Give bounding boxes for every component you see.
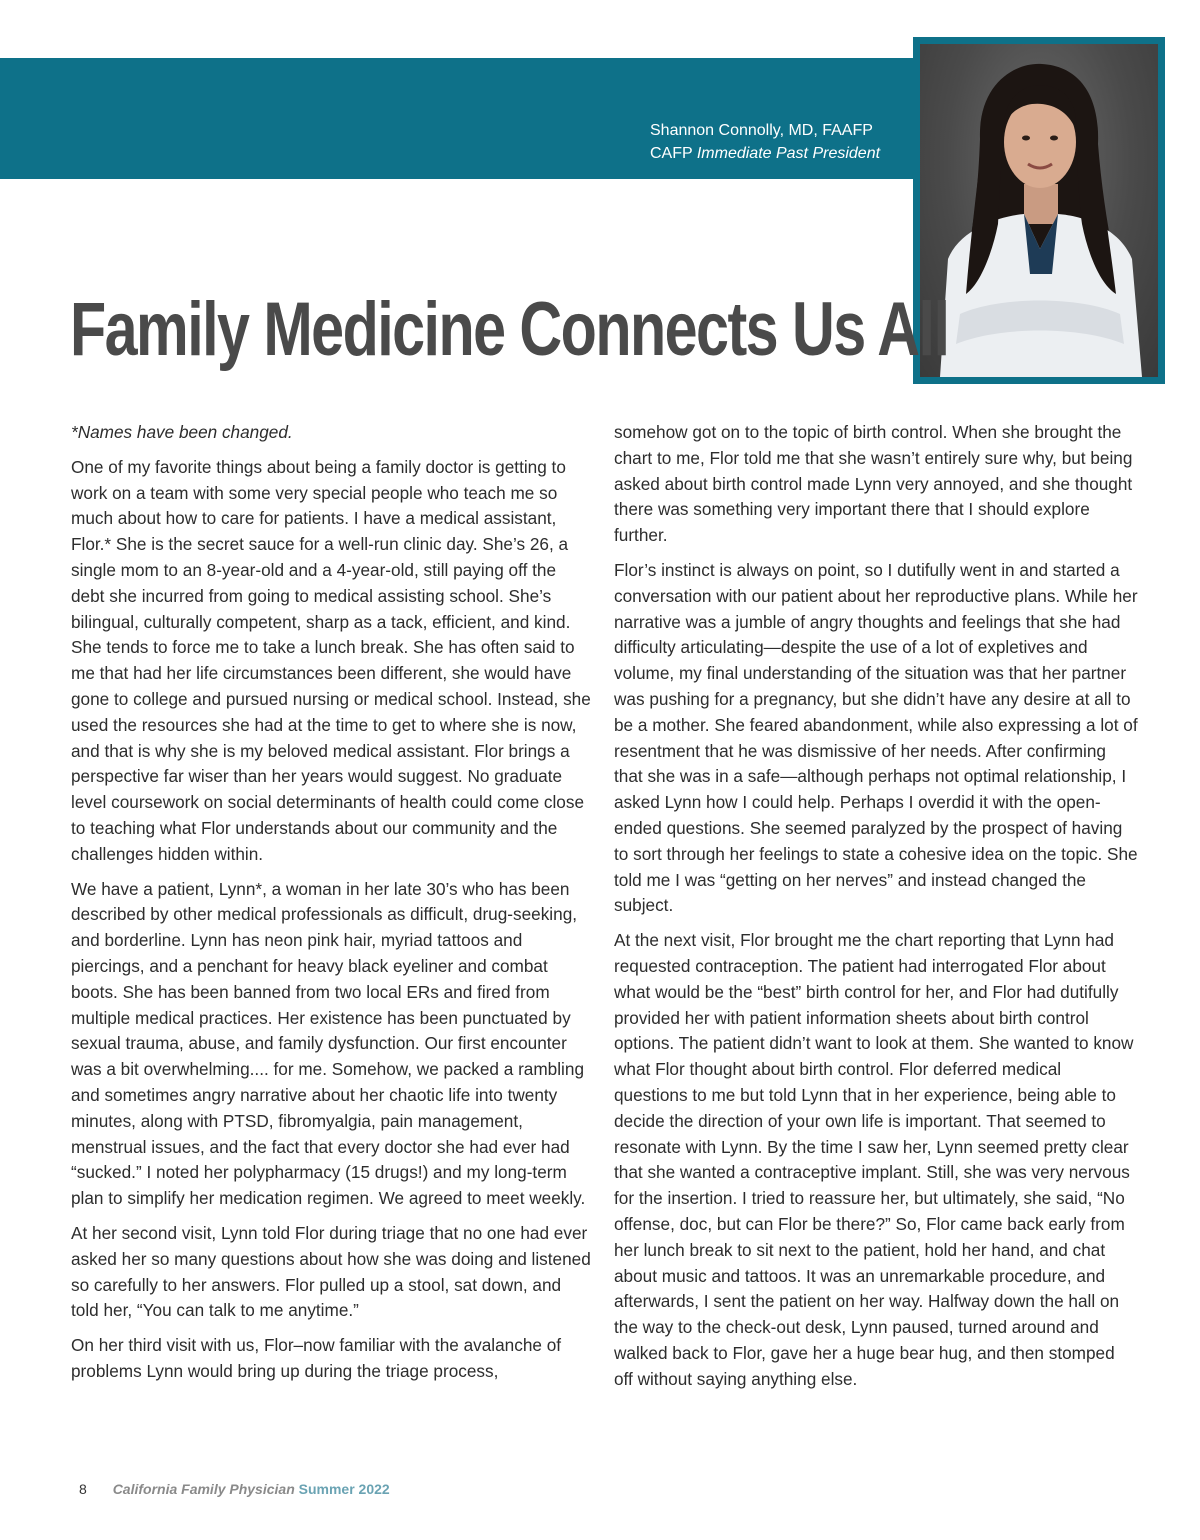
author-photo <box>920 44 1158 377</box>
author-name: Shannon Connolly, MD, FAAFP <box>650 122 873 139</box>
names-changed-note: *Names have been changed. <box>71 422 293 442</box>
page-number: 8 <box>79 1481 87 1497</box>
paragraph: somehow got on to the topic of birth control. When she brought the chart to me, Flor told me that she wasn’t entirely sure why, but being asked about birth control made Lynn very annoyed, and she thought there was something very important there that I should explore further. <box>614 422 1133 546</box>
issue-label: Summer 2022 <box>298 1481 390 1497</box>
article-column-right <box>614 420 1138 1401</box>
paragraph: Flor’s instinct is always on point, so I dutifully went in and started a conversation with our patient about her reproductive plans. While her narrative was a jumble of angry thoughts and feelings that she had difficulty articulating—despite the use of a lot of expletives and volume, my final understanding of the situation was that her partner was pushing for a pregnancy, but she didn’t have any desire at all to be a mother. She feared abandonment, while also expressing a lot of resentment that he was dismissive of her needs. After confirming that she was in a safe—although perhaps not optimal relationship, I asked Lynn how I could help. Perhaps I overdid it with the open-ended questions. She seemed paralyzed by the prospect of having to sort through her feelings to state a cohesive idea on the topic. She told me I was “getting on her nerves” and instead changed the subject. <box>614 559 1138 916</box>
paragraph: On her third visit with us, Flor–now familiar with the avalanche of problems Lynn would bring up during the triage process, <box>71 1335 562 1381</box>
paragraph: We have a patient, Lynn*, a woman in her late 30’s who has been described by other medical professionals as difficult, drug-seeking, and borderline. Lynn has neon pink hair, myriad tattoos and piercings, and a penchant for heavy black eyeliner and combat boots. She has been banned from two local ERs and fired from multiple medical practices. Her existence has been punctuated by sexual trauma, abuse, and family dysfunction. Our first encounter was a bit overwhelming.... for me. Somehow, we packed a rambling and sometimes angry narrative about her chaotic life into twenty minutes, along with PTSD, fibromyalgia, pain management, menstrual issues, and the fact that every doctor she had ever had “sucked.” I noted her polypharmacy (15 drugs!) and my long-term plan to simplify her medication regimen. We agreed to meet weekly. <box>71 878 586 1209</box>
author-role-title: Immediate Past President <box>696 145 881 162</box>
publication-name: California Family Physician <box>112 1481 295 1497</box>
author-portrait-illustration <box>920 44 1158 377</box>
paragraph: At the next visit, Flor brought me the chart reporting that Lynn had requested contraception. The patient had interrogated Flor about what would be the “best” birth control for her, and Flor had dutifully provided her with patient information sheets about birth control options. The patient didn’t want to look at them. She wanted to know what Flor thought about birth control. Flor deferred medical questions to me but told Lynn that in her experience, being able to decide the direction of your own life is important. That seemed to resonate with Lynn. By the time I saw her, Lynn seemed pretty clear that she wanted a contraceptive implant. Still, she was very nervous for the insertion. I tried to reassure her, but ultimately, she said, “No offense, doc, but can Flor be there?” So, Flor came back early from her lunch break to sit next to the patient, hold her hand, and chat about music and tattoos. It was an unremarkable procedure, and afterwards, I sent the patient on her way. Halfway down the hall on the way to the check-out desk, Lynn paused, turned around and walked back to Flor, gave her a huge bear hug, and then stomped off without saying anything else. <box>614 930 1134 1389</box>
author-byline <box>650 119 880 165</box>
author-photo-frame <box>913 37 1165 384</box>
author-role <box>650 142 880 165</box>
paragraph: One of my favorite things about being a family doctor is getting to work on a team with some very special people who teach me so much about how to care for patients. I have a medical assistant, Flor.* She is the secret sauce for a well-run clinic day. She’s 26, a single mom to an 8-year-old and a 4-year-old, still paying off the debt she incurred from going to medical assisting school. She’s bilingual, culturally competent, sharp as a tack, efficient, and kind. She tends to force me to take a lunch break. She has often said to me that had her life circumstances been different, she would have gone to college and pursued nursing or medical school. Instead, she used the resources she had at the time to get to where she is now, and that is why she is my beloved medical assistant. Flor brings a perspective far wiser than her years would suggest. No graduate level coursework on social determinants of health could come close to teaching what Flor understands about our community and the challenges hidden within. <box>71 456 591 864</box>
paragraph: At her second visit, Lynn told Flor during triage that no one had ever asked her so many questions about how she was doing and listened so carefully to her answers. Flor pulled up a stool, sat down, and told her, “You can talk to me anytime.” <box>71 1222 591 1321</box>
author-role-prefix: CAFP <box>650 145 693 162</box>
page-footer <box>79 1481 390 1497</box>
article-title: Family Medicine Connects Us All <box>70 287 949 372</box>
article-column-left <box>71 420 591 1394</box>
